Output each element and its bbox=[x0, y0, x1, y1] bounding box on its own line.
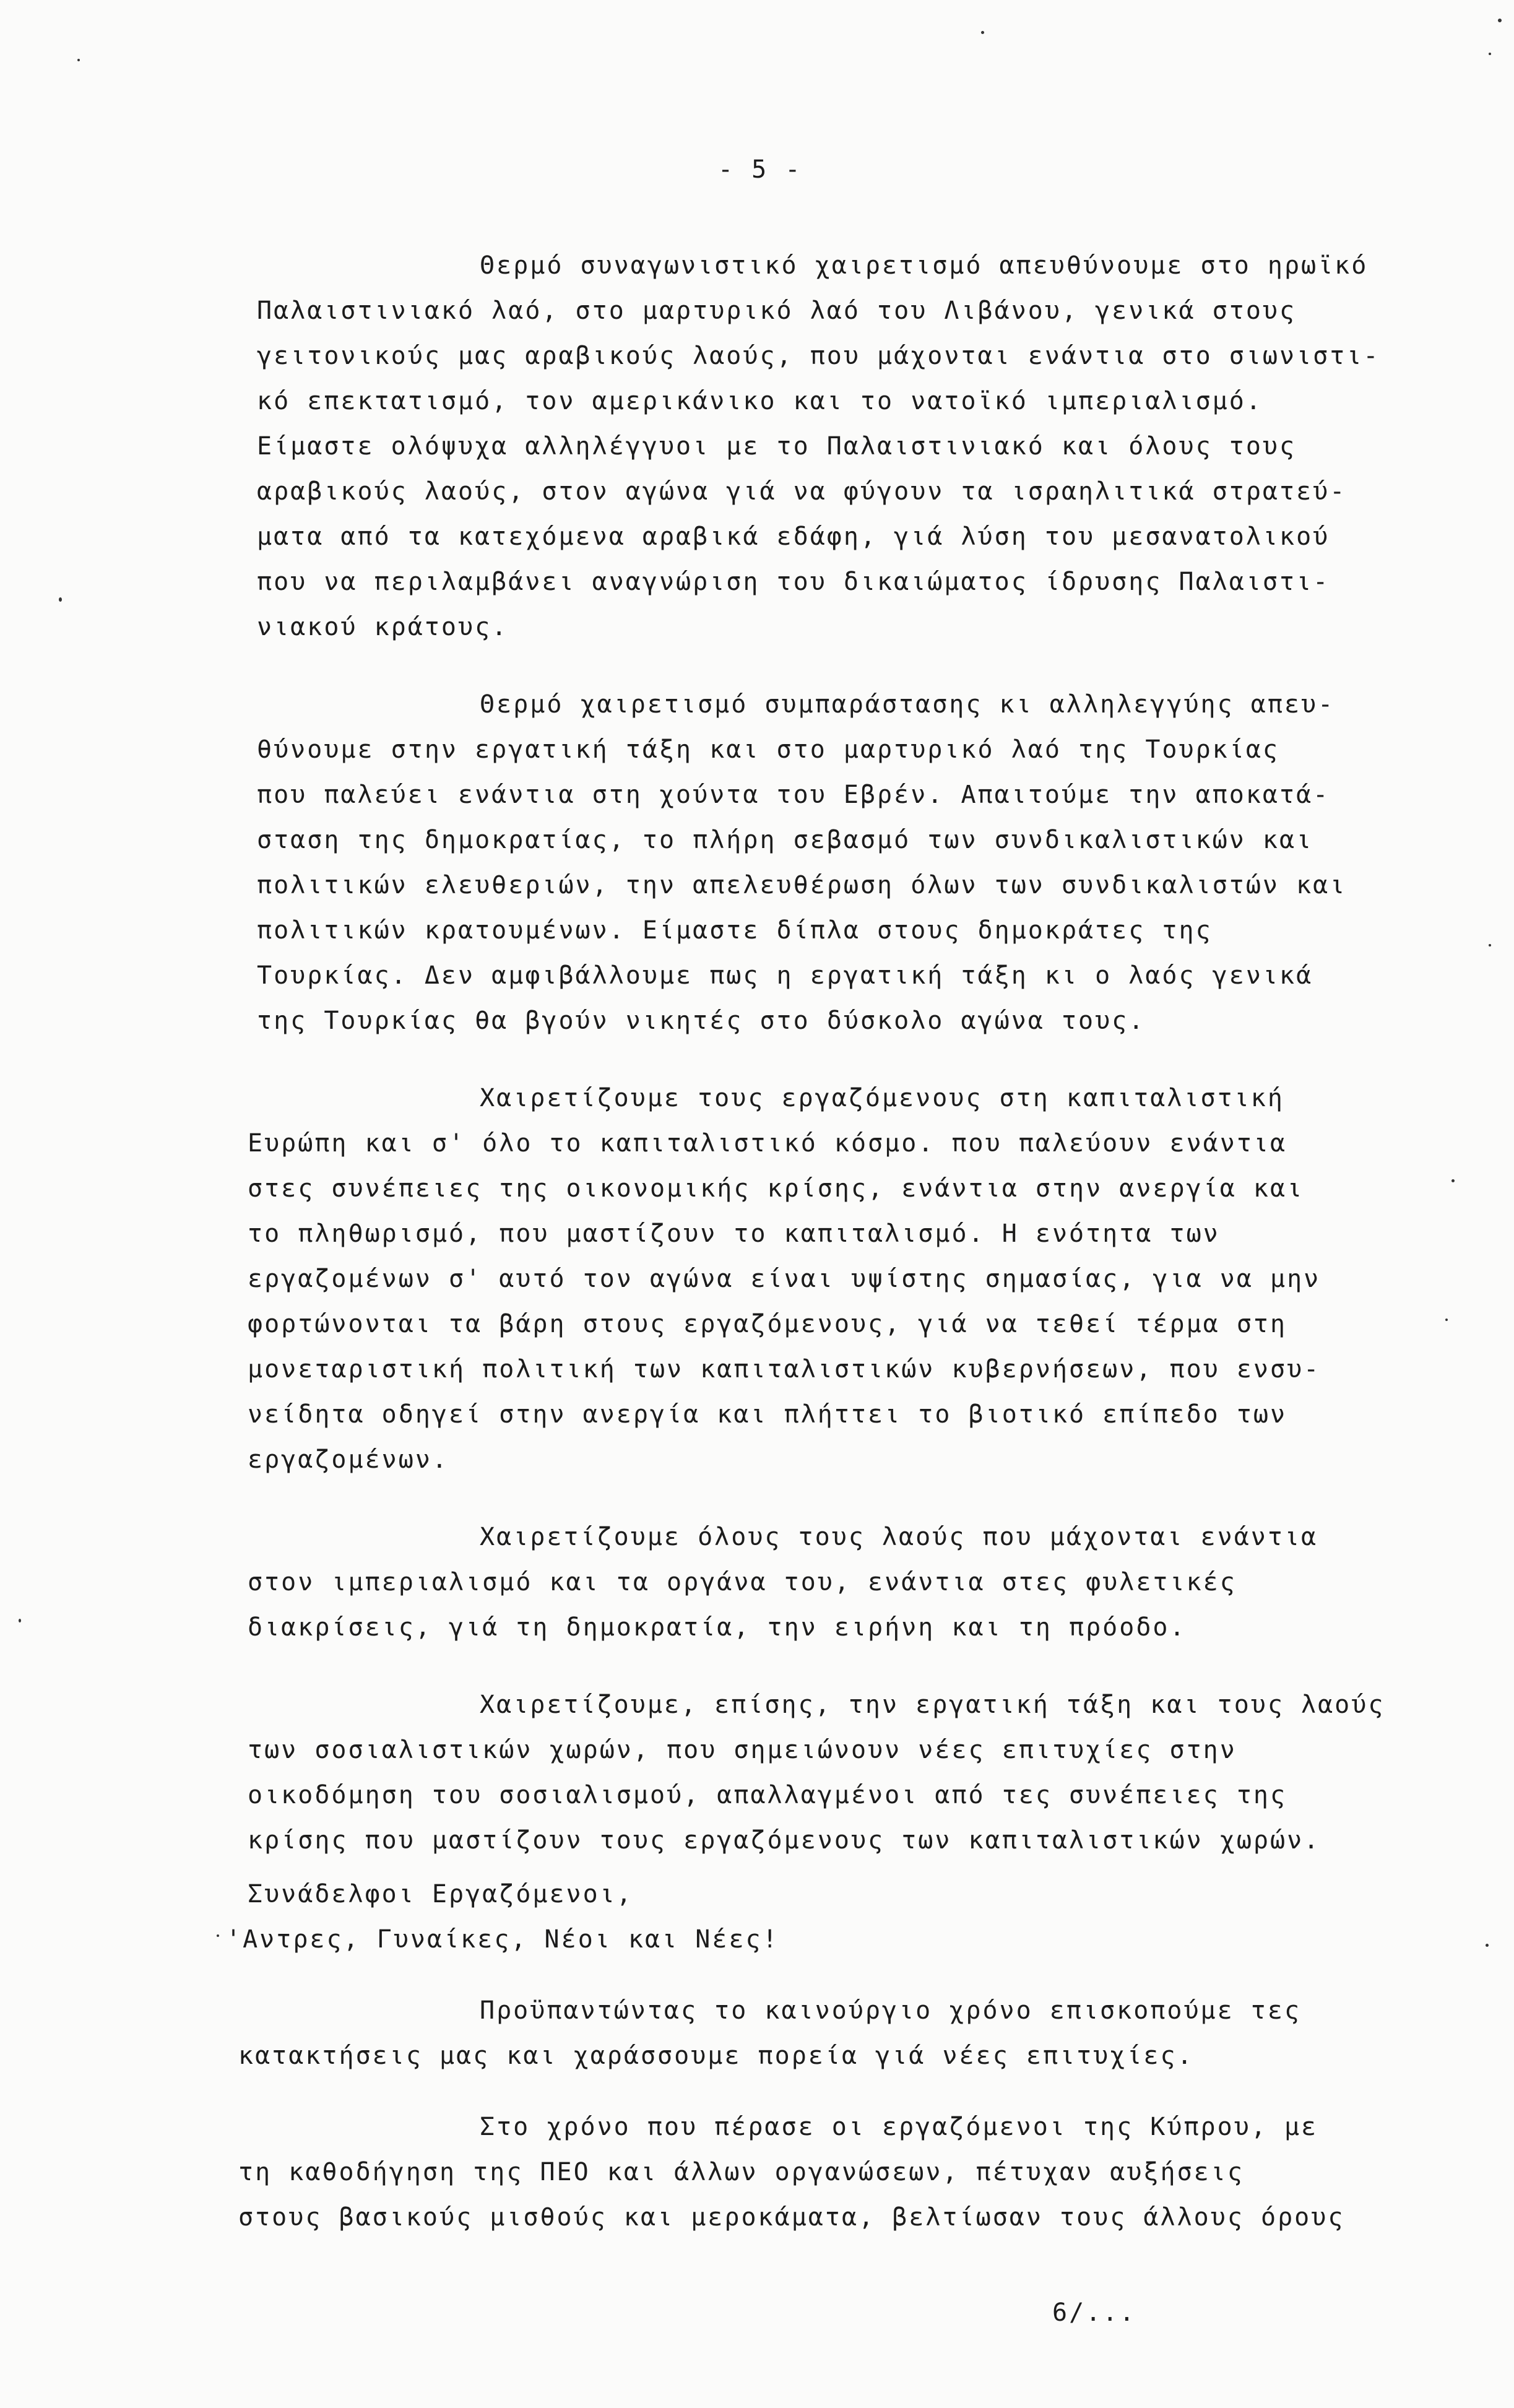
text-line: μονεταριστική πολιτική των καπιταλιστικών κυβερνήσεων, που ενσυ- bbox=[248, 1355, 1321, 1384]
scan-speck bbox=[1489, 53, 1491, 55]
salutation-line: 'Αντρες, Γυναίκες, Νέοι και Νέες! bbox=[226, 1925, 779, 1954]
text-line: στον ιμπεριαλισμό και τα οργάνα του, ενάντια στες φυλετικές bbox=[248, 1568, 1237, 1596]
text-line: θύνουμε στην εργατική τάξη και στο μαρτυρικό λαό της Τουρκίας bbox=[257, 735, 1280, 764]
text-line: εργαζομένων σ' αυτό τον αγώνα είναι υψίστης σημασίας, για να μην bbox=[248, 1265, 1321, 1293]
scan-speck bbox=[981, 31, 984, 34]
text-line: Χαιρετίζουμε, επίσης, την εργατική τάξη και τους λαούς bbox=[480, 1691, 1385, 1719]
text-line: οικοδόμηση του σοσιαλισμού, απαλλαγμένοι από τες συνέπειες της bbox=[248, 1781, 1287, 1809]
text-line: Ευρώπη και σ' όλο το καπιταλιστικό κόσμο. που παλεύουν ενάντια bbox=[248, 1129, 1287, 1158]
page-number: - 5 - bbox=[718, 155, 802, 184]
text-line: Θερμό συναγωνιστικό χαιρετισμό απευθύνουμε στο ηρωϊκό bbox=[480, 251, 1369, 280]
text-line: Θερμό χαιρετισμό συμπαράστασης κι αλληλεγγύης απευ- bbox=[480, 690, 1335, 719]
text-line: εργαζομένων. bbox=[248, 1445, 449, 1474]
text-line: Στο χρόνο που πέρασε οι εργαζόμενοι της Κύπρου, με bbox=[480, 2113, 1318, 2141]
text-line: νιακού κράτους. bbox=[257, 613, 509, 641]
text-line: Χαιρετίζουμε τους εργαζόμενους στη καπιταλιστική bbox=[480, 1084, 1284, 1112]
text-line: των σοσιαλιστικών χωρών, που σημειώνουν νέες επιτυχίες στην bbox=[248, 1736, 1237, 1764]
scan-speck bbox=[1489, 944, 1491, 946]
text-line: που παλεύει ενάντια στη χούντα του Εβρέν. Απαιτούμε την αποκατά- bbox=[257, 781, 1330, 809]
scan-speck bbox=[1445, 1319, 1448, 1321]
text-line: το πληθωρισμό, που μαστίζουν το καπιταλισμό. Η ενότητα των bbox=[248, 1219, 1220, 1248]
text-line: αραβικούς λαούς, στον αγώνα γιά να φύγουν τα ισραηλιτικά στρατεύ- bbox=[257, 477, 1347, 506]
text-line: Παλαιστινιακό λαό, στο μαρτυρικό λαό του Λιβάνου, γενικά στους bbox=[257, 297, 1297, 325]
scan-speck bbox=[1486, 1944, 1489, 1947]
text-line: Είμαστε ολόψυχα αλληλέγγυοι με το Παλαιστινιακό και όλους τους bbox=[257, 432, 1297, 461]
text-line: γειτονικούς μας αραβικούς λαούς, που μάχονται ενάντια στο σιωνιστι- bbox=[257, 342, 1380, 370]
scan-speck bbox=[217, 1934, 219, 1937]
text-line: κρίσης που μαστίζουν τους εργαζόμενους των καπιταλιστικών χωρών. bbox=[248, 1826, 1321, 1855]
text-line: τη καθοδήγηση της ΠΕΟ και άλλων οργανώσεων, πέτυχαν αυξήσεις bbox=[238, 2158, 1244, 2186]
text-line: Χαιρετίζουμε όλους τους λαούς που μάχονται ενάντια bbox=[480, 1523, 1318, 1551]
continuation-marker: 6/... bbox=[1052, 2298, 1136, 2327]
scan-speck bbox=[1498, 19, 1502, 22]
text-line: σταση της δημοκρατίας, το πλήρη σεβασμό των συνδικαλιστικών και bbox=[257, 826, 1313, 854]
text-line: φορτώνονται τα βάρη στους εργαζόμενους, γιά να τεθεί τέρμα στη bbox=[248, 1310, 1287, 1338]
scan-speck bbox=[77, 59, 80, 61]
scan-speck bbox=[59, 597, 62, 602]
salutation-line: Συνάδελφοι Εργαζόμενοι, bbox=[248, 1880, 633, 1908]
text-line: στες συνέπειες της οικονομικής κρίσης, ενάντια στην ανεργία και bbox=[248, 1174, 1304, 1203]
text-line: ματα από τα κατεχόμενα αραβικά εδάφη, γιά λύση του μεσανατολικού bbox=[257, 522, 1330, 551]
scan-speck bbox=[1451, 1179, 1455, 1182]
text-line: Προϋπαντώντας το καινούργιο χρόνο επισκοπούμε τες bbox=[480, 1996, 1302, 2025]
text-line: Τουρκίας. Δεν αμφιβάλλουμε πως η εργατική τάξη κι ο λαός γενικά bbox=[257, 961, 1313, 990]
text-line: κατακτήσεις μας και χαράσσουμε πορεία γιά νέες επιτυχίες. bbox=[238, 2042, 1194, 2070]
text-line: πολιτικών ελευθεριών, την απελευθέρωση όλων των συνδικαλιστών και bbox=[257, 871, 1347, 899]
text-line: νείδητα οδηγεί στην ανεργία και πλήττει το βιοτικό επίπεδο των bbox=[248, 1400, 1287, 1429]
text-line: που να περιλαμβάνει αναγνώριση του δικαιώματος ίδρυσης Παλαιστι- bbox=[257, 568, 1330, 596]
text-line: πολιτικών κρατουμένων. Είμαστε δίπλα στους δημοκράτες της bbox=[257, 916, 1213, 945]
text-line: στους βασικούς μισθούς και μεροκάματα, βελτίωσαν τους άλλους όρους bbox=[238, 2203, 1345, 2232]
text-line: κό επεκτατισμό, τον αμερικάνικο και το νατοϊκό ιμπεριαλισμό. bbox=[257, 387, 1263, 415]
text-line: διακρίσεις, γιά τη δημοκρατία, την ειρήνη και τη πρόοδο. bbox=[248, 1613, 1187, 1642]
scan-speck bbox=[19, 1619, 21, 1622]
text-line: της Τουρκίας θα βγούν νικητές στο δύσκολο αγώνα τους. bbox=[257, 1007, 1146, 1035]
